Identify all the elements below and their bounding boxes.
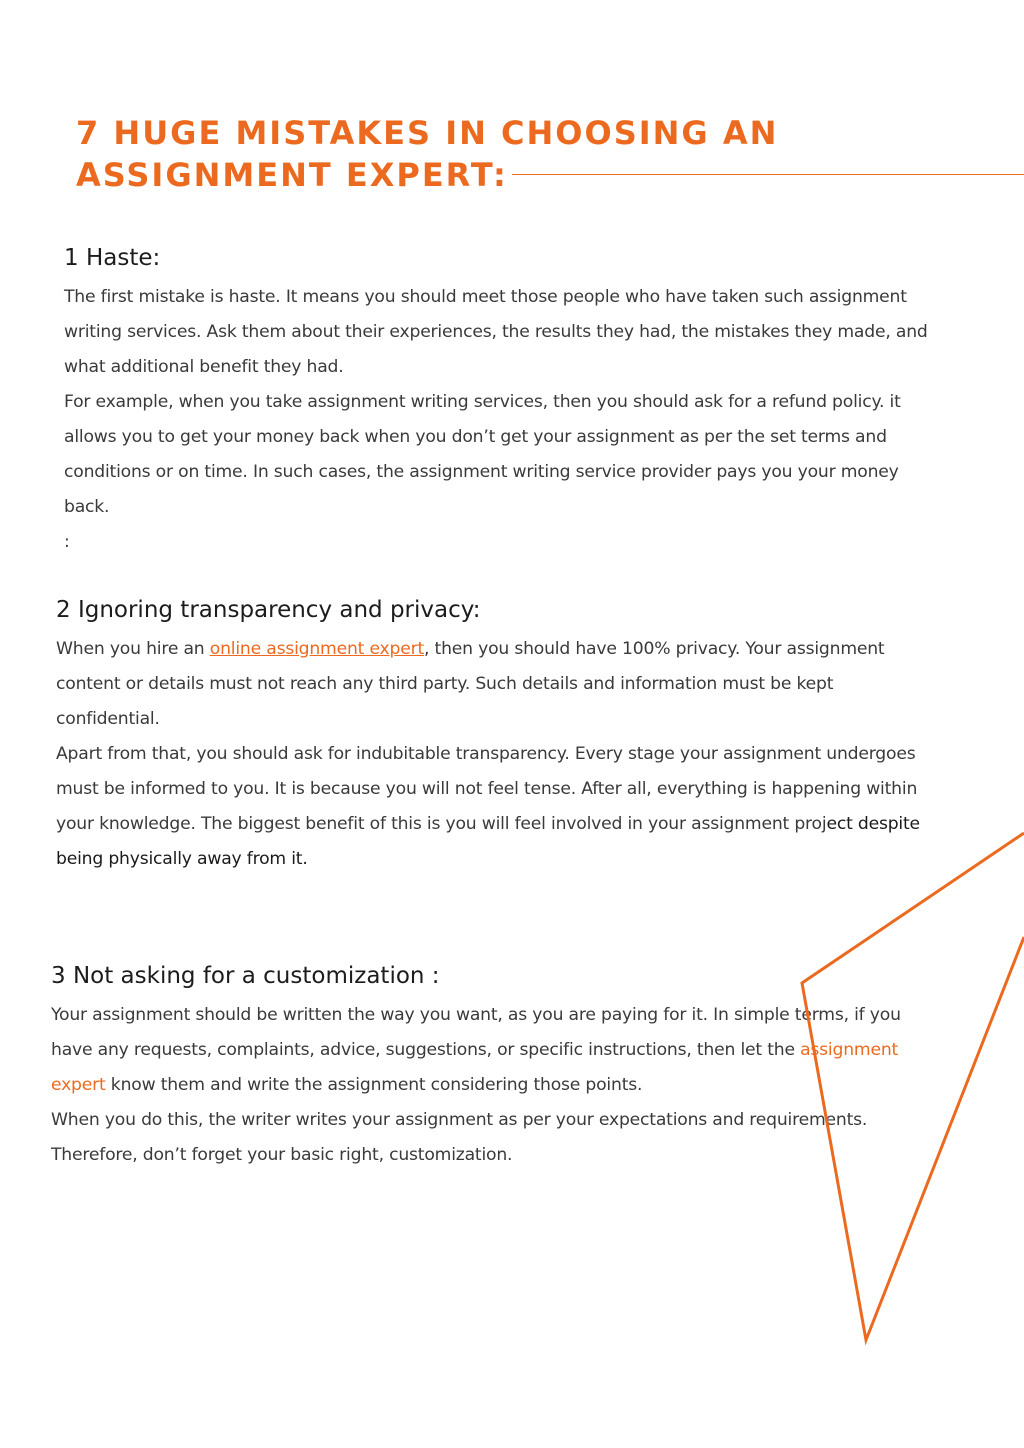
text-run: When you hire an — [56, 639, 210, 659]
text-run: , then you should have 100% privacy. Your assignment content or details must not reach any third party. Such details and information must be kept confidential. — [56, 639, 885, 729]
paragraph — [56, 737, 936, 877]
title-line-2: ASSIGNMENT EXPERT: — [76, 156, 508, 194]
section-transparency-privacy — [56, 594, 936, 877]
text-run: Apart from that, you should ask for indubitable transparency. Every stage your assignment undergoes must be informed to you. It is because you will not feel tense. After all, everything is happening within your knowledge. The biggest benefit of this is you will feel involved in your assignment proj — [56, 744, 918, 834]
paragraph — [51, 998, 931, 1103]
paragraph: When you do this, the writer writes your assignment as per your expectations and requirements. Therefore, don’t forget your basic right, customization. — [51, 1110, 868, 1165]
paragraph: For example, when you take assignment writing services, then you should ask for a refund policy. it allows you to get your money back when you don’t get your assignment as per the set terms and conditions or on time. In such cases, the assignment writing service provider pays you your money back. — [64, 392, 901, 517]
text-run-dark: ect despite being physically away from it. — [56, 814, 920, 869]
section-heading: 2 Ignoring transparency and privacy: — [56, 597, 481, 623]
page-title — [76, 112, 778, 196]
paragraph — [56, 632, 936, 737]
section-heading: 1 Haste: — [64, 245, 161, 271]
assignment-expert-link[interactable]: assignment expert — [51, 1040, 899, 1095]
paragraph: The first mistake is haste. It means you should meet those people who have taken such assignment writing services. Ask them about their experiences, the results they had, the mistakes they made, and what additional benefit they had. — [64, 287, 928, 377]
title-line-1: 7 HUGE MISTAKES IN CHOOSING AN — [76, 114, 779, 152]
text-run: know them and write the assignment considering those points. — [105, 1075, 643, 1095]
section-heading: 3 Not asking for a customization : — [51, 963, 440, 989]
section-haste — [64, 242, 944, 560]
paragraph-colon: : — [64, 532, 70, 552]
text-run: Your assignment should be written the way you want, as you are paying for it. In simple terms, if you have any requests, complaints, advice, suggestions, or specific instructions, then let the — [51, 1005, 901, 1060]
title-underline-rule — [512, 174, 1024, 175]
section-customization — [51, 960, 931, 1173]
online-assignment-expert-link[interactable]: online assignment expert — [209, 639, 425, 659]
